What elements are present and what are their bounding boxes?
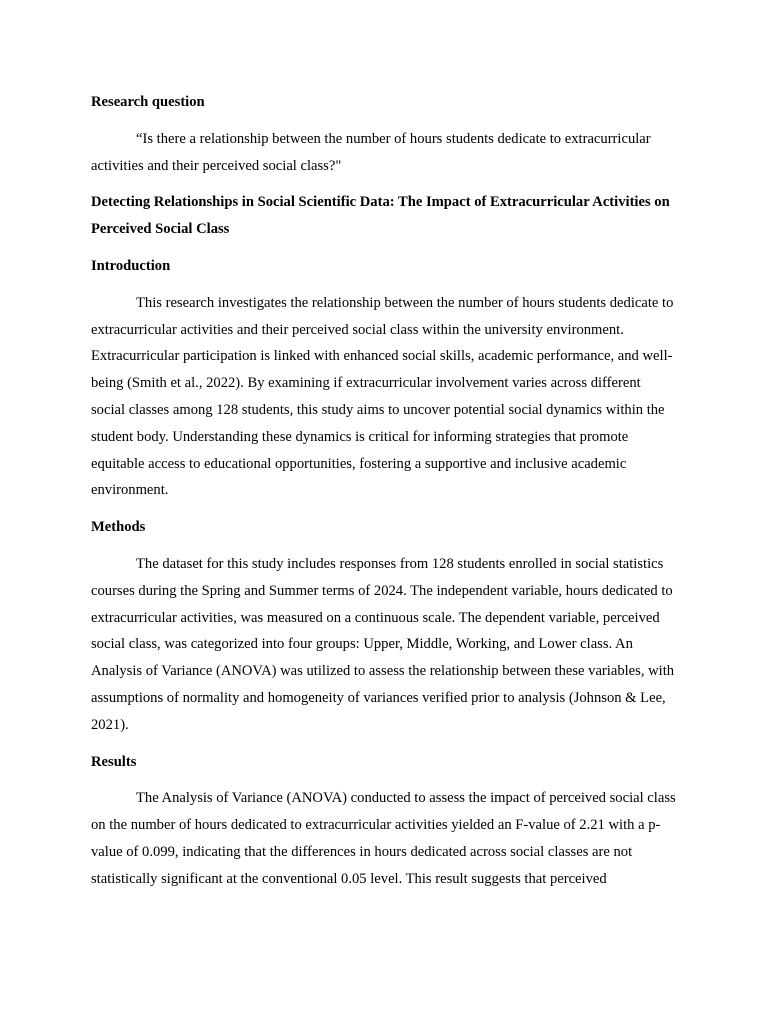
- results-heading: Results: [91, 753, 137, 770]
- introduction-heading: Introduction: [91, 257, 171, 274]
- document-title: Detecting Relationships in Social Scientific Data: The Impact of Extracurricular Activities on Perceived Social Class: [91, 194, 670, 238]
- research-question-heading: Research question: [91, 94, 205, 110]
- research-question-text: “Is there a relationship between the number of hours students dedicate to extracurricular activities and their perceived social class?": [91, 130, 651, 174]
- introduction-paragraph: This research investigates the relationship between the number of hours students dedicate to extracurricular activities and their perceived social class within the university environment. Extracurricular participation is linked with enhanced social skills, academic performance, and well-being (Smith et al., 2022). By examining if extracurricular involvement varies across different social classes among 128 students, this study aims to uncover potential social dynamics within the student body. Understanding these dynamics is critical for informing strategies that promote equitable access to educational opportunities, fostering a supportive and inclusive academic environment.: [91, 294, 674, 499]
- methods-paragraph: The dataset for this study includes responses from 128 students enrolled in social statistics courses during the Spring and Summer terms of 2024. The independent variable, hours dedicated to extracurricular activities, was measured on a continuous scale. The dependent variable, perceived social class, was categorized into four groups: Upper, Middle, Working, and Lower class. An Analysis of Variance (ANOVA) was utilized to assess the relationship between these variables, with assumptions of normality and homogeneity of variances verified prior to analysis (Johnson & Lee, 2021).: [91, 555, 675, 733]
- results-paragraph: The Analysis of Variance (ANOVA) conducted to assess the impact of perceived social class on the number of hours dedicated to extracurricular activities yielded an F-value of 2.21 with a p-value of 0.099, indicating that the differences in hours dedicated across social classes are not statistically significant at the conventional 0.05 level. This result suggests that perceived: [91, 790, 676, 887]
- methods-heading: Methods: [91, 519, 146, 536]
- document-page: [91, 89, 677, 903]
